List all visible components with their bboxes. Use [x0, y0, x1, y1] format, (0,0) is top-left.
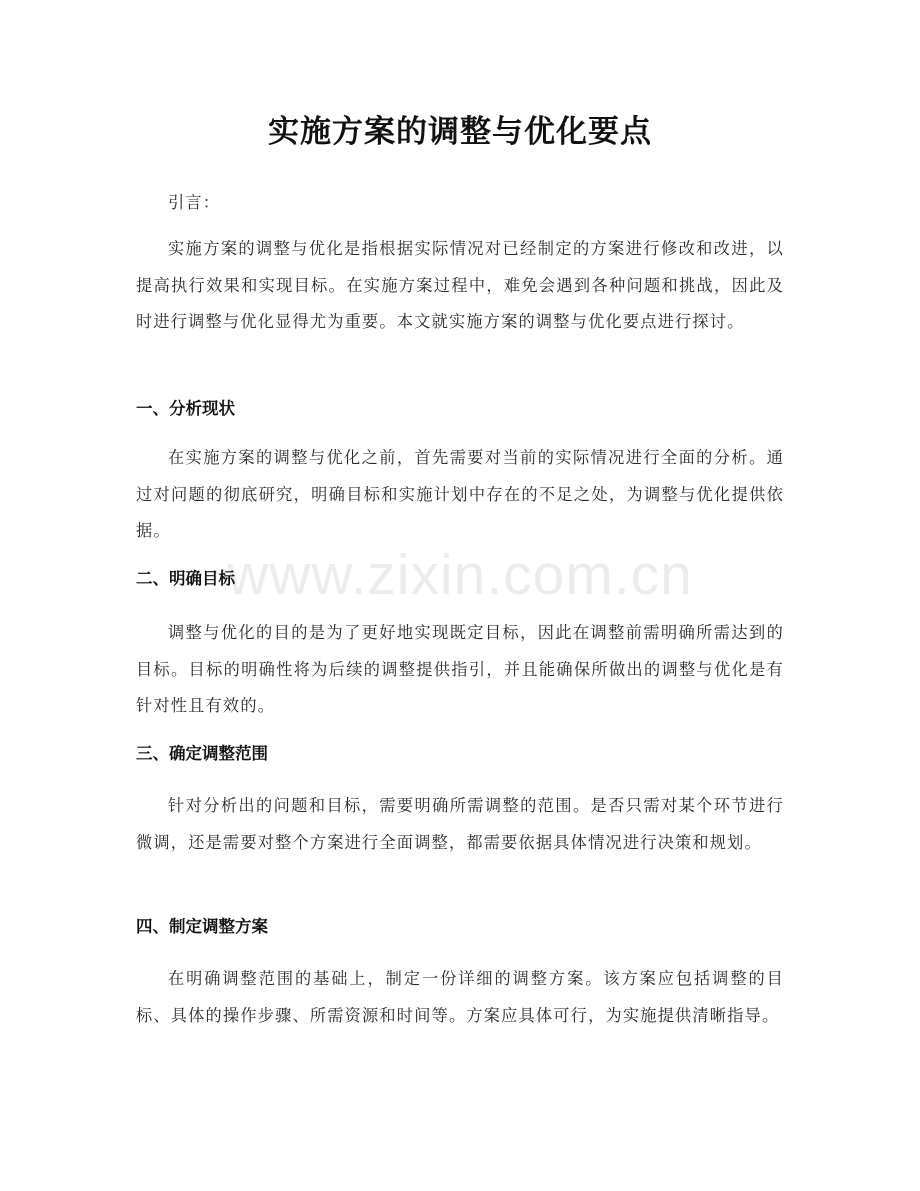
section-body-3: 针对分析出的问题和目标，需要明确所需调整的范围。是否只需对某个环节进行微调，还是需要对整个方案进行全面调整，都需要依据具体情况进行决策和规划。 [136, 796, 784, 852]
section-heading-1: 一、分析现状 [136, 399, 235, 418]
section-heading-3: 三、确定调整范围 [136, 744, 268, 763]
document-title: 实施方案的调整与优化要点 [268, 114, 652, 150]
section-heading-2: 二、明确目标 [136, 569, 235, 588]
intro-paragraph: 实施方案的调整与优化是指根据实际情况对已经制定的方案进行修改和改进，以提高执行效果和实现目标。在实施方案过程中，难免会遇到各种问题和挑战，因此及时进行调整与优化显得尤为重要。本文就实施方案的调整与优化要点进行探讨。 [136, 239, 784, 331]
watermark-text: www.zixin.com.cn [227, 543, 693, 607]
section-body-4: 在明确调整范围的基础上，制定一份详细的调整方案。该方案应包括调整的目标、具体的操作步骤、所需资源和时间等。方案应具体可行，为实施提供清晰指导。 [136, 969, 784, 1025]
section-body-1: 在实施方案的调整与优化之前，首先需要对当前的实际情况进行全面的分析。通过对问题的彻底研究，明确目标和实施计划中存在的不足之处，为调整与优化提供依据。 [136, 448, 784, 540]
section-heading-4: 四、制定调整方案 [136, 917, 268, 936]
intro-label: 引言： [168, 193, 221, 212]
section-body-2: 调整与优化的目的是为了更好地实现既定目标，因此在调整前需明确所需达到的目标。目标的明确性将为后续的调整提供指引，并且能确保所做出的调整与优化是有针对性且有效的。 [136, 623, 784, 715]
